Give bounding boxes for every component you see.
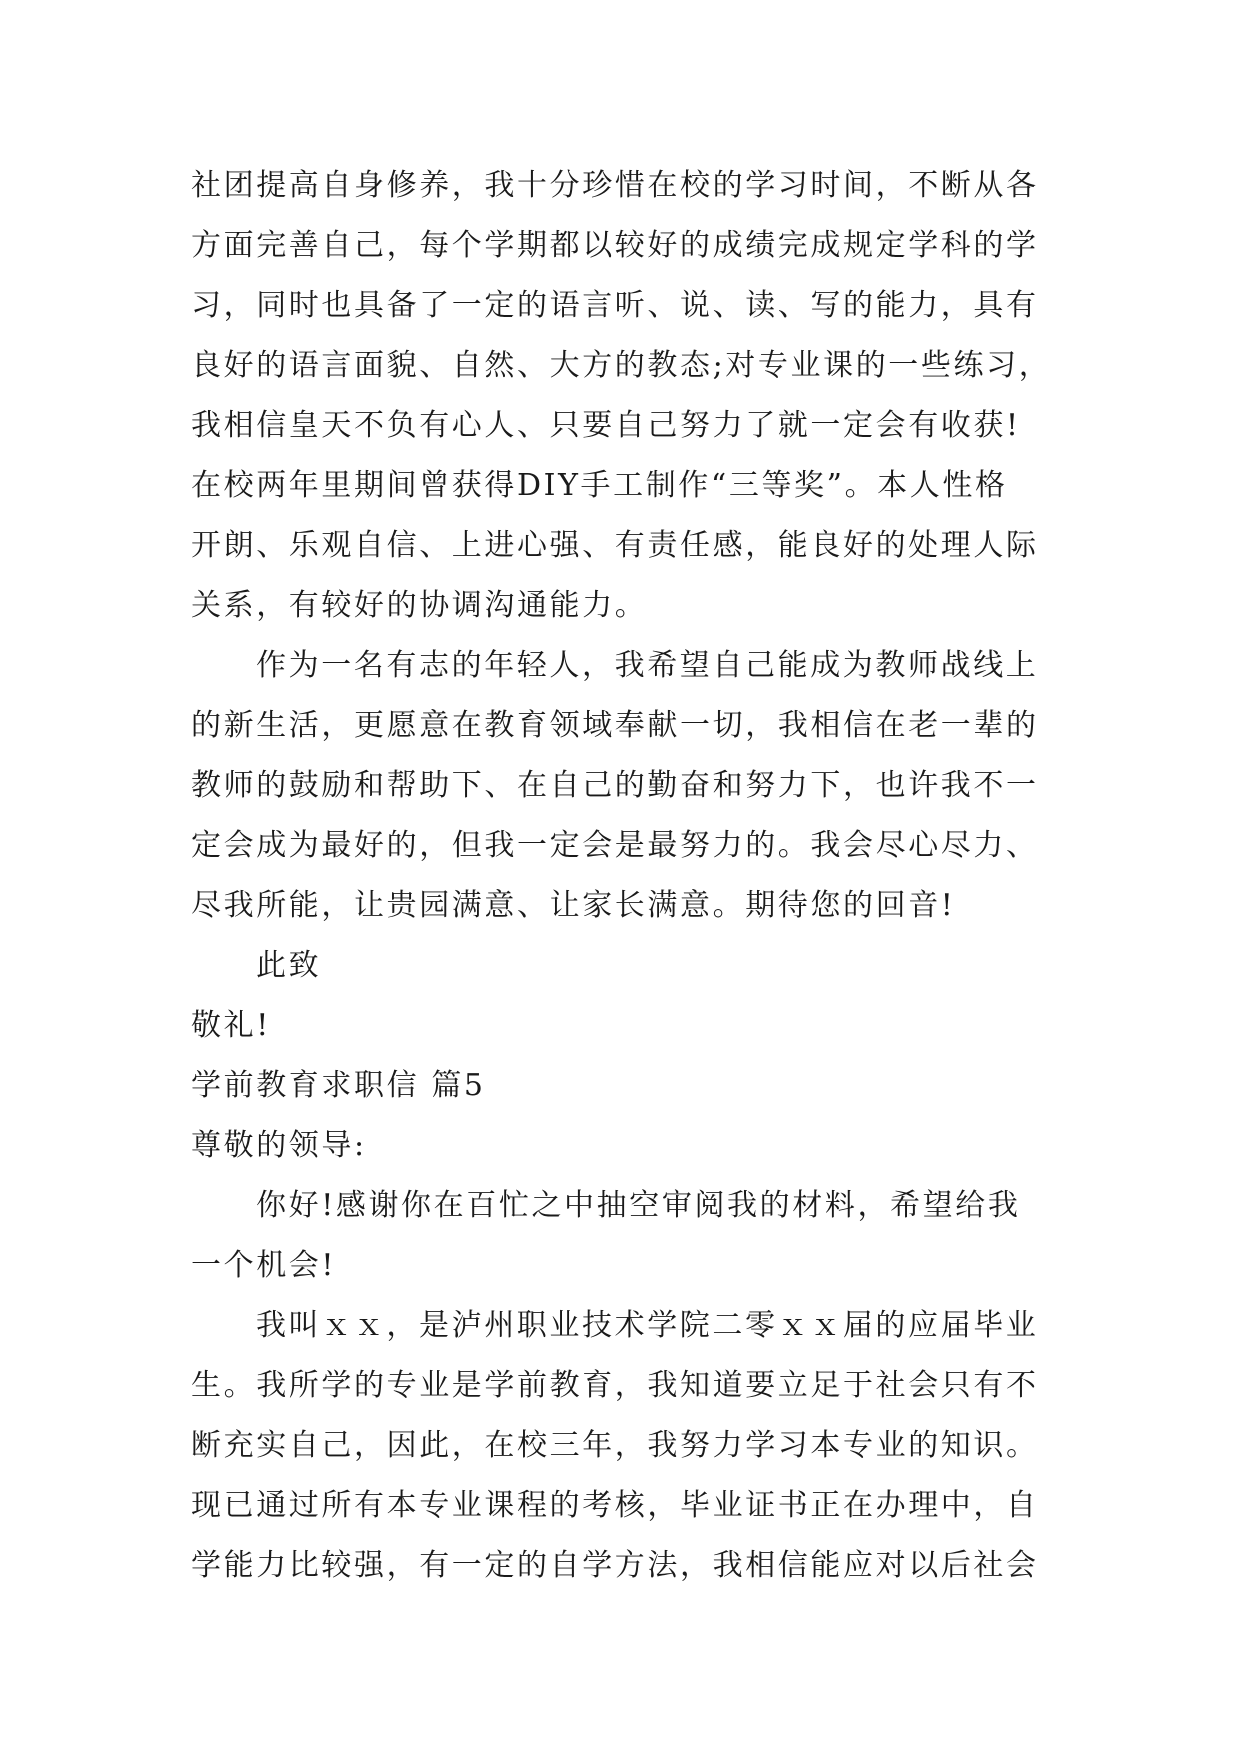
text-line: 教师的鼓励和帮助下、在自己的勤奋和努力下，也许我不一 (191, 768, 1039, 803)
closing-salutation: 此致 (256, 948, 322, 983)
text-line: 你好!感谢你在百忙之中抽空审阅我的材料，希望给我 (256, 1188, 1021, 1223)
text-line: 习，同时也具备了一定的语言听、说、读、写的能力，具有 (191, 288, 1039, 323)
text-line: 我相信皇天不负有心人、只要自己努力了就一定会有收获! (191, 408, 1021, 443)
text-line: 断充实自己，因此，在校三年，我努力学习本专业的知识。 (191, 1428, 1039, 1463)
text-line: 一个机会! (191, 1248, 337, 1283)
text-line: 开朗、乐观自信、上进心强、有责任感，能良好的处理人际 (191, 528, 1039, 563)
closing-regards: 敬礼! (191, 1008, 271, 1043)
letter-greeting: 尊敬的领导: (191, 1128, 367, 1163)
text-line: 方面完善自己，每个学期都以较好的成绩完成规定学科的学 (191, 228, 1039, 263)
section-heading: 学前教育求职信 篇5 (191, 1068, 486, 1103)
text-line: 的新生活，更愿意在教育领域奉献一切，我相信在老一辈的 (191, 708, 1039, 743)
text-line: 尽我所能，让贵园满意、让家长满意。期待您的回音! (191, 888, 956, 923)
text-line: 社团提高自身修养，我十分珍惜在校的学习时间，不断从各 (191, 168, 1039, 203)
text-line: 现已通过所有本专业课程的考核，毕业证书正在办理中，自 (191, 1488, 1039, 1523)
text-line: 定会成为最好的，但我一定会是最努力的。我会尽心尽力、 (191, 828, 1039, 863)
text-line: 关系，有较好的协调沟通能力。 (191, 588, 648, 623)
text-line: 在校两年里期间曾获得DIY手工制作“三等奖”。本人性格 (191, 468, 1008, 503)
text-line: 学能力比较强，有一定的自学方法，我相信能应对以后社会 (191, 1548, 1039, 1583)
text-line: 生。我所学的专业是学前教育，我知道要立足于社会只有不 (191, 1368, 1039, 1403)
text-line: 作为一名有志的年轻人，我希望自己能成为教师战线上 (256, 648, 1039, 683)
text-line: 良好的语言面貌、自然、大方的教态;对专业课的一些练习， (191, 348, 1052, 383)
text-line: 我叫ｘｘ，是泸州职业技术学院二零ｘｘ届的应届毕业 (256, 1308, 1039, 1343)
